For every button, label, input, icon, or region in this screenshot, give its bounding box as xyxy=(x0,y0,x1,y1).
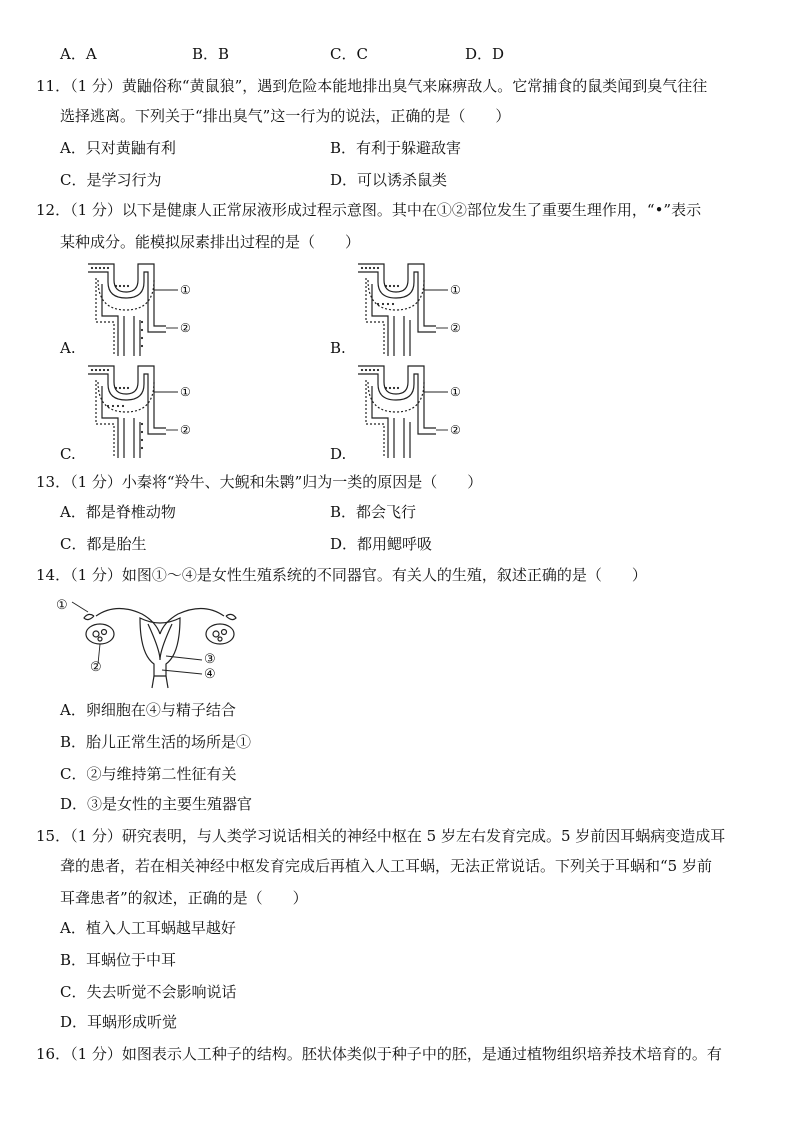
q11-stem-line2: 选择逃离。下列关于“排出臭气”这一行为的说法，正确的是（ ） xyxy=(60,107,511,125)
q13-option-a: A．都是脊椎动物 xyxy=(60,503,176,521)
nephron-label-2: ② xyxy=(450,321,461,335)
q15-stem-line1: 15．（1 分）研究表明，与人类学习说话相关的神经中枢在 5 岁左右发育完成。5 岁前因耳蜗病变造成耳 xyxy=(36,827,726,845)
nephron-label-1: ① xyxy=(180,385,191,399)
q14-label-1: ① xyxy=(56,598,68,613)
q14-label-4: ④ xyxy=(204,667,216,682)
q11-option-b: B．有利于躲避敌害 xyxy=(330,139,462,157)
q14-option-c: C．②与维持第二性征有关 xyxy=(60,765,237,783)
q10-option-b: B．B xyxy=(192,45,230,63)
q10-option-c: C．C xyxy=(330,45,368,63)
q15-option-a: A．植入人工耳蜗越早越好 xyxy=(60,919,236,937)
q13-option-b: B．都会飞行 xyxy=(330,503,417,521)
nephron-label-2: ② xyxy=(180,321,191,335)
q15-stem-line2: 聋的患者，若在相关神经中枢发育完成后再植入人工耳蜗，无法正常说话。下列关于耳蜗和“5 岁前 xyxy=(60,857,712,875)
q15-option-c: C．失去听觉不会影响说话 xyxy=(60,983,237,1001)
nephron-label-1: ① xyxy=(450,283,461,297)
nephron-diagram-b xyxy=(354,260,484,356)
q14-stem: 14．（1 分）如图①～④是女性生殖系统的不同器官。有关人的生殖，叙述正确的是（ ） xyxy=(36,566,647,584)
nephron-label-2: ② xyxy=(450,423,461,437)
q13-stem: 13．（1 分）小秦将“羚牛、大鲵和朱鹮”归为一类的原因是（ ） xyxy=(36,473,483,491)
q12-stem-line1: 12．（1 分）以下是健康人正常尿液形成过程示意图。其中在①②部位发生了重要生理作用，“•”表示 xyxy=(36,201,702,219)
nephron-label-1: ① xyxy=(180,283,191,297)
q12-stem-line2: 某种成分。能模拟尿素排出过程的是（ ） xyxy=(60,233,361,251)
q11-option-d: D．可以诱杀鼠类 xyxy=(330,171,448,189)
q12-option-c-label: C. xyxy=(60,445,76,463)
q10-option-a: A．A xyxy=(60,45,97,63)
nephron-diagram-d xyxy=(354,362,484,458)
female-reproductive-diagram xyxy=(56,594,256,690)
q15-stem-line3: 耳聋患者”的叙述，正确的是（ ） xyxy=(60,889,308,907)
q11-stem-line1: 11．（1 分）黄鼬俗称“黄鼠狼”，遇到危险本能地排出臭气来麻痹敌人。它常捕食的鼠类闻到臭气往往 xyxy=(36,77,708,95)
nephron-diagram-c xyxy=(84,362,214,458)
q13-option-c: C．都是胎生 xyxy=(60,535,147,553)
q15-option-d: D．耳蜗形成听觉 xyxy=(60,1013,178,1031)
q13-option-d: D．都用鳃呼吸 xyxy=(330,535,433,553)
nephron-diagram-a xyxy=(84,260,214,356)
q11-option-a: A．只对黄鼬有利 xyxy=(60,139,176,157)
q16-stem-line1: 16．（1 分）如图表示人工种子的结构。胚状体类似于种子中的胚，是通过植物组织培养技术培育的。有 xyxy=(36,1045,722,1063)
nephron-label-1: ① xyxy=(450,385,461,399)
q14-label-3: ③ xyxy=(204,652,216,667)
q15-option-b: B．耳蜗位于中耳 xyxy=(60,951,177,969)
q12-option-b-label: B. xyxy=(330,339,346,357)
q14-option-d: D．③是女性的主要生殖器官 xyxy=(60,795,253,813)
q14-option-b: B．胎儿正常生活的场所是① xyxy=(60,733,252,751)
nephron-label-2: ② xyxy=(180,423,191,437)
q14-option-a: A．卵细胞在④与精子结合 xyxy=(60,701,236,719)
q12-option-a-label: A. xyxy=(60,339,76,357)
q10-option-d: D．D xyxy=(465,45,505,63)
q11-option-c: C．是学习行为 xyxy=(60,171,162,189)
q12-option-d-label: D. xyxy=(330,445,347,463)
q14-label-2: ② xyxy=(90,660,102,675)
